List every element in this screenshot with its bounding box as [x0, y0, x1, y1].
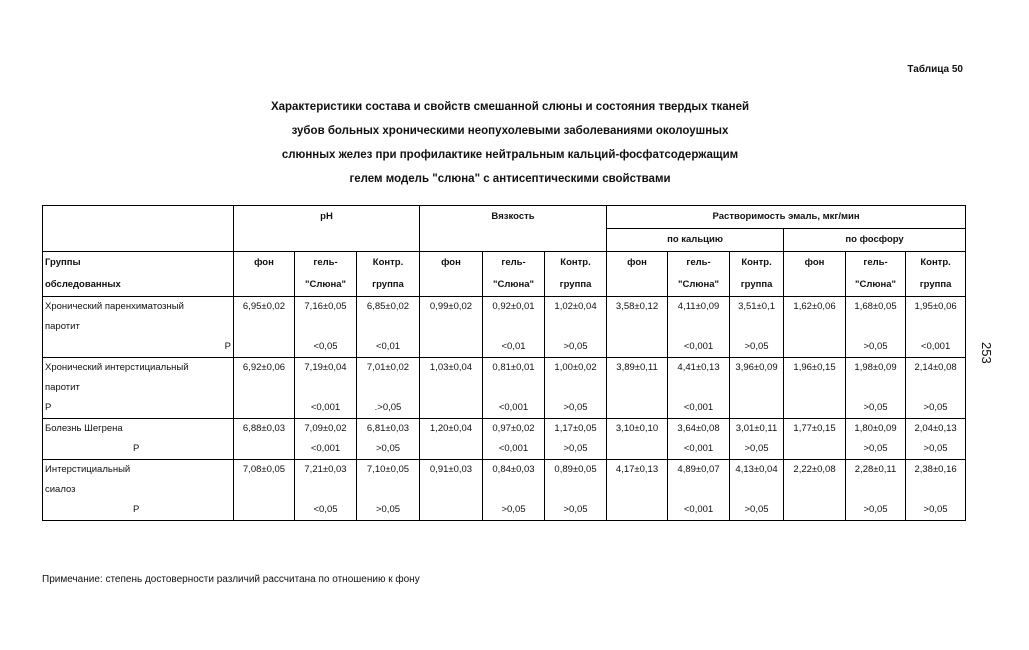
subheader-fon-label: фон — [804, 257, 825, 268]
mean-value: 4,41±0,13 — [677, 362, 720, 373]
cell-spacer — [422, 317, 480, 337]
mean-value: 7,08±0,05 — [242, 464, 286, 475]
value-cell — [607, 297, 668, 358]
cell-spacer — [908, 317, 963, 337]
value-cell — [357, 460, 420, 521]
subheader-gel-line: гель- — [863, 257, 888, 268]
value-cell — [483, 358, 545, 419]
cell-spacer — [485, 480, 542, 500]
p-value: >0,05 — [863, 402, 888, 413]
p-value: <0,001 — [683, 402, 714, 413]
subheader-fon-label: фон — [254, 257, 274, 268]
subheader-gel-line: "Слюна" — [855, 279, 897, 290]
subheader-control-line: группа — [559, 279, 592, 290]
header-solubility: Растворимость эмаль, мкг/мин — [607, 206, 966, 229]
mean-value: 6,88±0,03 — [242, 423, 286, 434]
mean-value: 6,95±0,02 — [242, 301, 286, 312]
subheader-control-line: Контр. — [741, 257, 772, 268]
mean-value: 7,10±0,05 — [366, 464, 410, 475]
cell-spacer — [422, 480, 480, 500]
mean-value: 1,02±0,04 — [554, 301, 597, 312]
mean-value: 7,19±0,04 — [304, 362, 347, 373]
value-cell — [668, 460, 730, 521]
mean-value: 2,22±0,08 — [793, 464, 836, 475]
row-group-line: Интерстициальный — [45, 464, 131, 475]
p-value: >0,05 — [563, 341, 588, 352]
cell-spacer — [236, 317, 292, 337]
mean-value: 1,96±0,15 — [793, 362, 836, 373]
p-value: <0,001 — [683, 504, 714, 515]
mean-value: 3,10±0,10 — [615, 423, 659, 434]
row-group-label — [43, 358, 234, 419]
cell-spacer — [297, 317, 354, 337]
value-cell — [420, 460, 483, 521]
mean-value: 3,58±0,12 — [615, 301, 659, 312]
cell-spacer — [848, 480, 903, 500]
row-group-line: паротит — [45, 321, 80, 332]
p-value — [236, 398, 292, 418]
p-value — [732, 398, 781, 418]
mean-value: 4,89±0,07 — [677, 464, 720, 475]
p-value: <0,001 — [920, 341, 951, 352]
subheader-fon-label: фон — [441, 257, 461, 268]
value-cell — [668, 297, 730, 358]
value-cell — [906, 419, 966, 460]
mean-value: 4,17±0,13 — [615, 464, 659, 475]
value-cell — [846, 358, 906, 419]
p-value: <0,01 — [375, 341, 401, 352]
value-cell — [607, 460, 668, 521]
title-line: зубов больных хроническими неопухолевыми заболеваниями околоушных — [291, 125, 729, 137]
p-value: >0,05 — [863, 443, 888, 454]
cell-spacer — [670, 378, 727, 398]
subheader-fon — [607, 252, 668, 297]
cell-spacer — [547, 480, 604, 500]
subheader-control-line: Контр. — [920, 257, 951, 268]
mean-value: 0,91±0,03 — [429, 464, 473, 475]
p-value: <0,001 — [683, 443, 714, 454]
cell-spacer — [848, 317, 903, 337]
p-value: >0,05 — [744, 504, 769, 515]
subheader-gel-line: гель- — [313, 257, 338, 268]
table-row — [43, 460, 966, 521]
value-cell — [234, 460, 295, 521]
p-value: >0,05 — [863, 341, 888, 352]
subheader-control-line: Контр. — [372, 257, 404, 268]
mean-value: 6,81±0,03 — [366, 423, 410, 434]
value-cell — [483, 419, 545, 460]
p-value — [422, 398, 480, 418]
cell-spacer — [359, 480, 417, 500]
cell-spacer — [848, 378, 903, 398]
row-group-label — [43, 419, 234, 460]
table-row — [43, 419, 966, 460]
mean-value: 7,16±0,05 — [304, 301, 347, 312]
subheader-gel — [295, 252, 357, 297]
mean-value: 0,84±0,03 — [492, 464, 535, 475]
p-value: >0,05 — [923, 443, 948, 454]
mean-value: 0,81±0,01 — [492, 362, 535, 373]
p-value: >0,05 — [501, 504, 526, 515]
subheader-control — [730, 252, 784, 297]
value-cell — [357, 297, 420, 358]
table-number: Таблица 50 — [907, 64, 963, 75]
mean-value: 1,77±0,15 — [793, 423, 836, 434]
p-value: >0,05 — [863, 504, 888, 515]
value-cell — [730, 358, 784, 419]
subheader-gel-line: "Слюна" — [492, 279, 535, 290]
value-cell — [357, 358, 420, 419]
p-value — [236, 439, 292, 459]
subheader-fon — [234, 252, 295, 297]
subheader-spacer — [786, 274, 843, 296]
mean-value: 2,28±0,11 — [854, 464, 897, 475]
mean-value: 1,68±0,05 — [854, 301, 897, 312]
mean-value: 1,80±0,09 — [854, 423, 897, 434]
p-value: >0,05 — [375, 504, 401, 515]
subheader-spacer — [422, 274, 480, 296]
p-value: >0,05 — [563, 443, 588, 454]
cell-spacer — [732, 480, 781, 500]
cell-spacer — [422, 378, 480, 398]
p-value — [786, 337, 843, 357]
p-value: <0,05 — [313, 341, 338, 352]
value-cell — [420, 297, 483, 358]
value-cell — [846, 297, 906, 358]
value-cell — [607, 419, 668, 460]
row-group-line: паротит — [45, 382, 80, 393]
mean-value: 1,62±0,06 — [793, 301, 836, 312]
mean-value: 0,92±0,01 — [492, 301, 535, 312]
subheader-control-line: Контр. — [560, 257, 591, 268]
value-cell — [846, 419, 906, 460]
header-viscosity: Вязкость — [420, 206, 607, 252]
value-cell — [357, 419, 420, 460]
p-value: .>0,05 — [374, 402, 402, 413]
cell-spacer — [236, 378, 292, 398]
p-value: >0,05 — [744, 443, 769, 454]
p-value — [236, 337, 292, 357]
mean-value: 7,09±0,02 — [304, 423, 347, 434]
p-value — [786, 398, 843, 418]
subheader-gel-line: гель- — [501, 257, 526, 268]
mean-value: 1,03±0,04 — [429, 362, 473, 373]
value-cell — [906, 358, 966, 419]
subheader-gel-line: "Слюна" — [678, 279, 720, 290]
mean-value: 1,95±0,06 — [914, 301, 957, 312]
subheader-spacer — [236, 274, 292, 296]
cell-spacer — [297, 480, 354, 500]
value-cell — [784, 460, 846, 521]
header-ph: pH — [234, 206, 420, 252]
cell-spacer — [359, 378, 417, 398]
mean-value: 2,38±0,16 — [914, 464, 957, 475]
value-cell — [295, 419, 357, 460]
subheader-gel-line: гель- — [686, 257, 711, 268]
cell-spacer — [485, 317, 542, 337]
subheader-gel — [483, 252, 545, 297]
mean-value: 3,51±0,1 — [738, 301, 775, 312]
header-by-calcium: по кальцию — [607, 229, 784, 252]
p-value: <0,001 — [683, 341, 714, 352]
p-value: <0,01 — [501, 341, 526, 352]
table-row — [43, 297, 966, 358]
p-value — [609, 398, 665, 418]
row-group-line: Хронический паренхиматозный — [45, 301, 184, 312]
mean-value: 6,85±0,02 — [366, 301, 410, 312]
row-group-label — [43, 297, 234, 358]
subheader-control — [906, 252, 966, 297]
value-cell — [483, 460, 545, 521]
value-cell — [545, 297, 607, 358]
mean-value: 1,20±0,04 — [429, 423, 473, 434]
mean-value: 4,11±0,09 — [677, 301, 720, 312]
mean-value: 2,14±0,08 — [914, 362, 957, 373]
mean-value: 3,01±0,11 — [735, 423, 778, 434]
cell-spacer — [609, 480, 665, 500]
value-cell — [234, 358, 295, 419]
mean-value: 4,13±0,04 — [735, 464, 778, 475]
value-cell — [668, 419, 730, 460]
title-line: гелем модель "слюна" с антисептическими свойствами — [349, 173, 671, 185]
cell-spacer — [236, 480, 292, 500]
value-cell — [730, 460, 784, 521]
mean-value: 3,64±0,08 — [677, 423, 720, 434]
subheader-control-line: группа — [372, 279, 404, 290]
cell-spacer — [670, 317, 727, 337]
value-cell — [420, 358, 483, 419]
p-value: <0,001 — [310, 402, 341, 413]
cell-spacer — [908, 378, 963, 398]
subheader-gel-line: "Слюна" — [304, 279, 347, 290]
value-cell — [234, 419, 295, 460]
subheader-fon — [784, 252, 846, 297]
p-value — [236, 500, 292, 520]
mean-value: 2,04±0,13 — [914, 423, 957, 434]
cell-spacer — [732, 378, 781, 398]
p-value: >0,05 — [923, 402, 948, 413]
header-groups — [43, 252, 234, 297]
p-value: >0,05 — [563, 402, 588, 413]
value-cell — [483, 297, 545, 358]
cell-spacer — [908, 480, 963, 500]
mean-value: 0,89±0,05 — [554, 464, 597, 475]
value-cell — [295, 358, 357, 419]
mean-value: 1,17±0,05 — [554, 423, 597, 434]
value-cell — [420, 419, 483, 460]
p-value — [609, 439, 665, 459]
mean-value: 7,21±0,03 — [304, 464, 347, 475]
p-value: >0,05 — [923, 504, 948, 515]
mean-value: 6,92±0,06 — [242, 362, 286, 373]
p-value: <0,001 — [498, 443, 529, 454]
mean-value: 1,00±0,02 — [554, 362, 597, 373]
table-note: Примечание: степень достоверности различий рассчитана по отношению к фону — [42, 574, 420, 585]
table-row — [43, 358, 966, 419]
p-value — [422, 500, 480, 520]
p-value: <0,05 — [313, 504, 338, 515]
cell-spacer — [609, 378, 665, 398]
subheader-gel — [846, 252, 906, 297]
subheader-control — [545, 252, 607, 297]
value-cell — [295, 297, 357, 358]
table-title — [200, 95, 820, 191]
p-value — [786, 500, 843, 520]
header-corner — [43, 206, 234, 252]
p-value: >0,05 — [563, 504, 588, 515]
value-cell — [607, 358, 668, 419]
subheader-fon — [420, 252, 483, 297]
subheader-control-line: группа — [919, 279, 952, 290]
subheader-spacer — [609, 274, 665, 296]
value-cell — [545, 460, 607, 521]
cell-spacer — [547, 317, 604, 337]
cell-spacer — [786, 317, 843, 337]
mean-value: 3,89±0,11 — [616, 362, 658, 373]
header-groups-line: обследованных — [45, 279, 121, 290]
p-value — [609, 500, 665, 520]
value-cell — [730, 297, 784, 358]
p-value — [422, 439, 480, 459]
value-cell — [234, 297, 295, 358]
p-value: <0,001 — [498, 402, 529, 413]
mean-value: 0,97±0,02 — [492, 423, 535, 434]
results-table — [42, 205, 966, 521]
row-p-label: P — [133, 504, 140, 515]
value-cell — [784, 419, 846, 460]
p-value: <0,001 — [310, 443, 341, 454]
value-cell — [668, 358, 730, 419]
mean-value: 7,01±0,02 — [366, 362, 410, 373]
value-cell — [730, 419, 784, 460]
row-group-line: Болезнь Шегрена — [45, 423, 123, 434]
cell-spacer — [786, 480, 843, 500]
cell-spacer — [732, 317, 781, 337]
value-cell — [906, 297, 966, 358]
row-p-label: P — [133, 443, 140, 454]
value-cell — [784, 297, 846, 358]
row-p-label: P — [45, 402, 52, 413]
value-cell — [545, 419, 607, 460]
value-cell — [906, 460, 966, 521]
cell-spacer — [547, 378, 604, 398]
p-value — [609, 337, 665, 357]
p-value — [786, 439, 843, 459]
mean-value: 1,98±0,09 — [854, 362, 897, 373]
title-line: Характеристики состава и свойств смешанной слюны и состояния твердых тканей — [270, 101, 750, 113]
row-group-line: Хронический интерстициальный — [45, 362, 189, 373]
header-by-phosphorus: по фосфору — [784, 229, 966, 252]
value-cell — [784, 358, 846, 419]
value-cell — [846, 460, 906, 521]
p-value: >0,05 — [744, 341, 769, 352]
value-cell — [295, 460, 357, 521]
cell-spacer — [786, 378, 843, 398]
row-p-label: P — [224, 341, 231, 352]
mean-value: 0,99±0,02 — [429, 301, 473, 312]
p-value — [422, 337, 480, 357]
title-line: слюнных желез при профилактике нейтральным кальций-фосфатсодержащим — [281, 149, 739, 161]
cell-spacer — [359, 317, 417, 337]
subheader-gel — [668, 252, 730, 297]
row-group-label — [43, 460, 234, 521]
subheader-control-line: группа — [740, 279, 773, 290]
subheader-control — [357, 252, 420, 297]
header-groups-line: Группы — [45, 257, 81, 268]
cell-spacer — [670, 480, 727, 500]
cell-spacer — [297, 378, 354, 398]
subheader-fon-label: фон — [627, 257, 647, 268]
cell-spacer — [609, 317, 665, 337]
mean-value: 3,96±0,09 — [735, 362, 778, 373]
row-group-line: сиалоз — [45, 484, 76, 495]
value-cell — [545, 358, 607, 419]
p-value: >0,05 — [375, 443, 401, 454]
page-number: 253 — [979, 342, 994, 364]
cell-spacer — [485, 378, 542, 398]
